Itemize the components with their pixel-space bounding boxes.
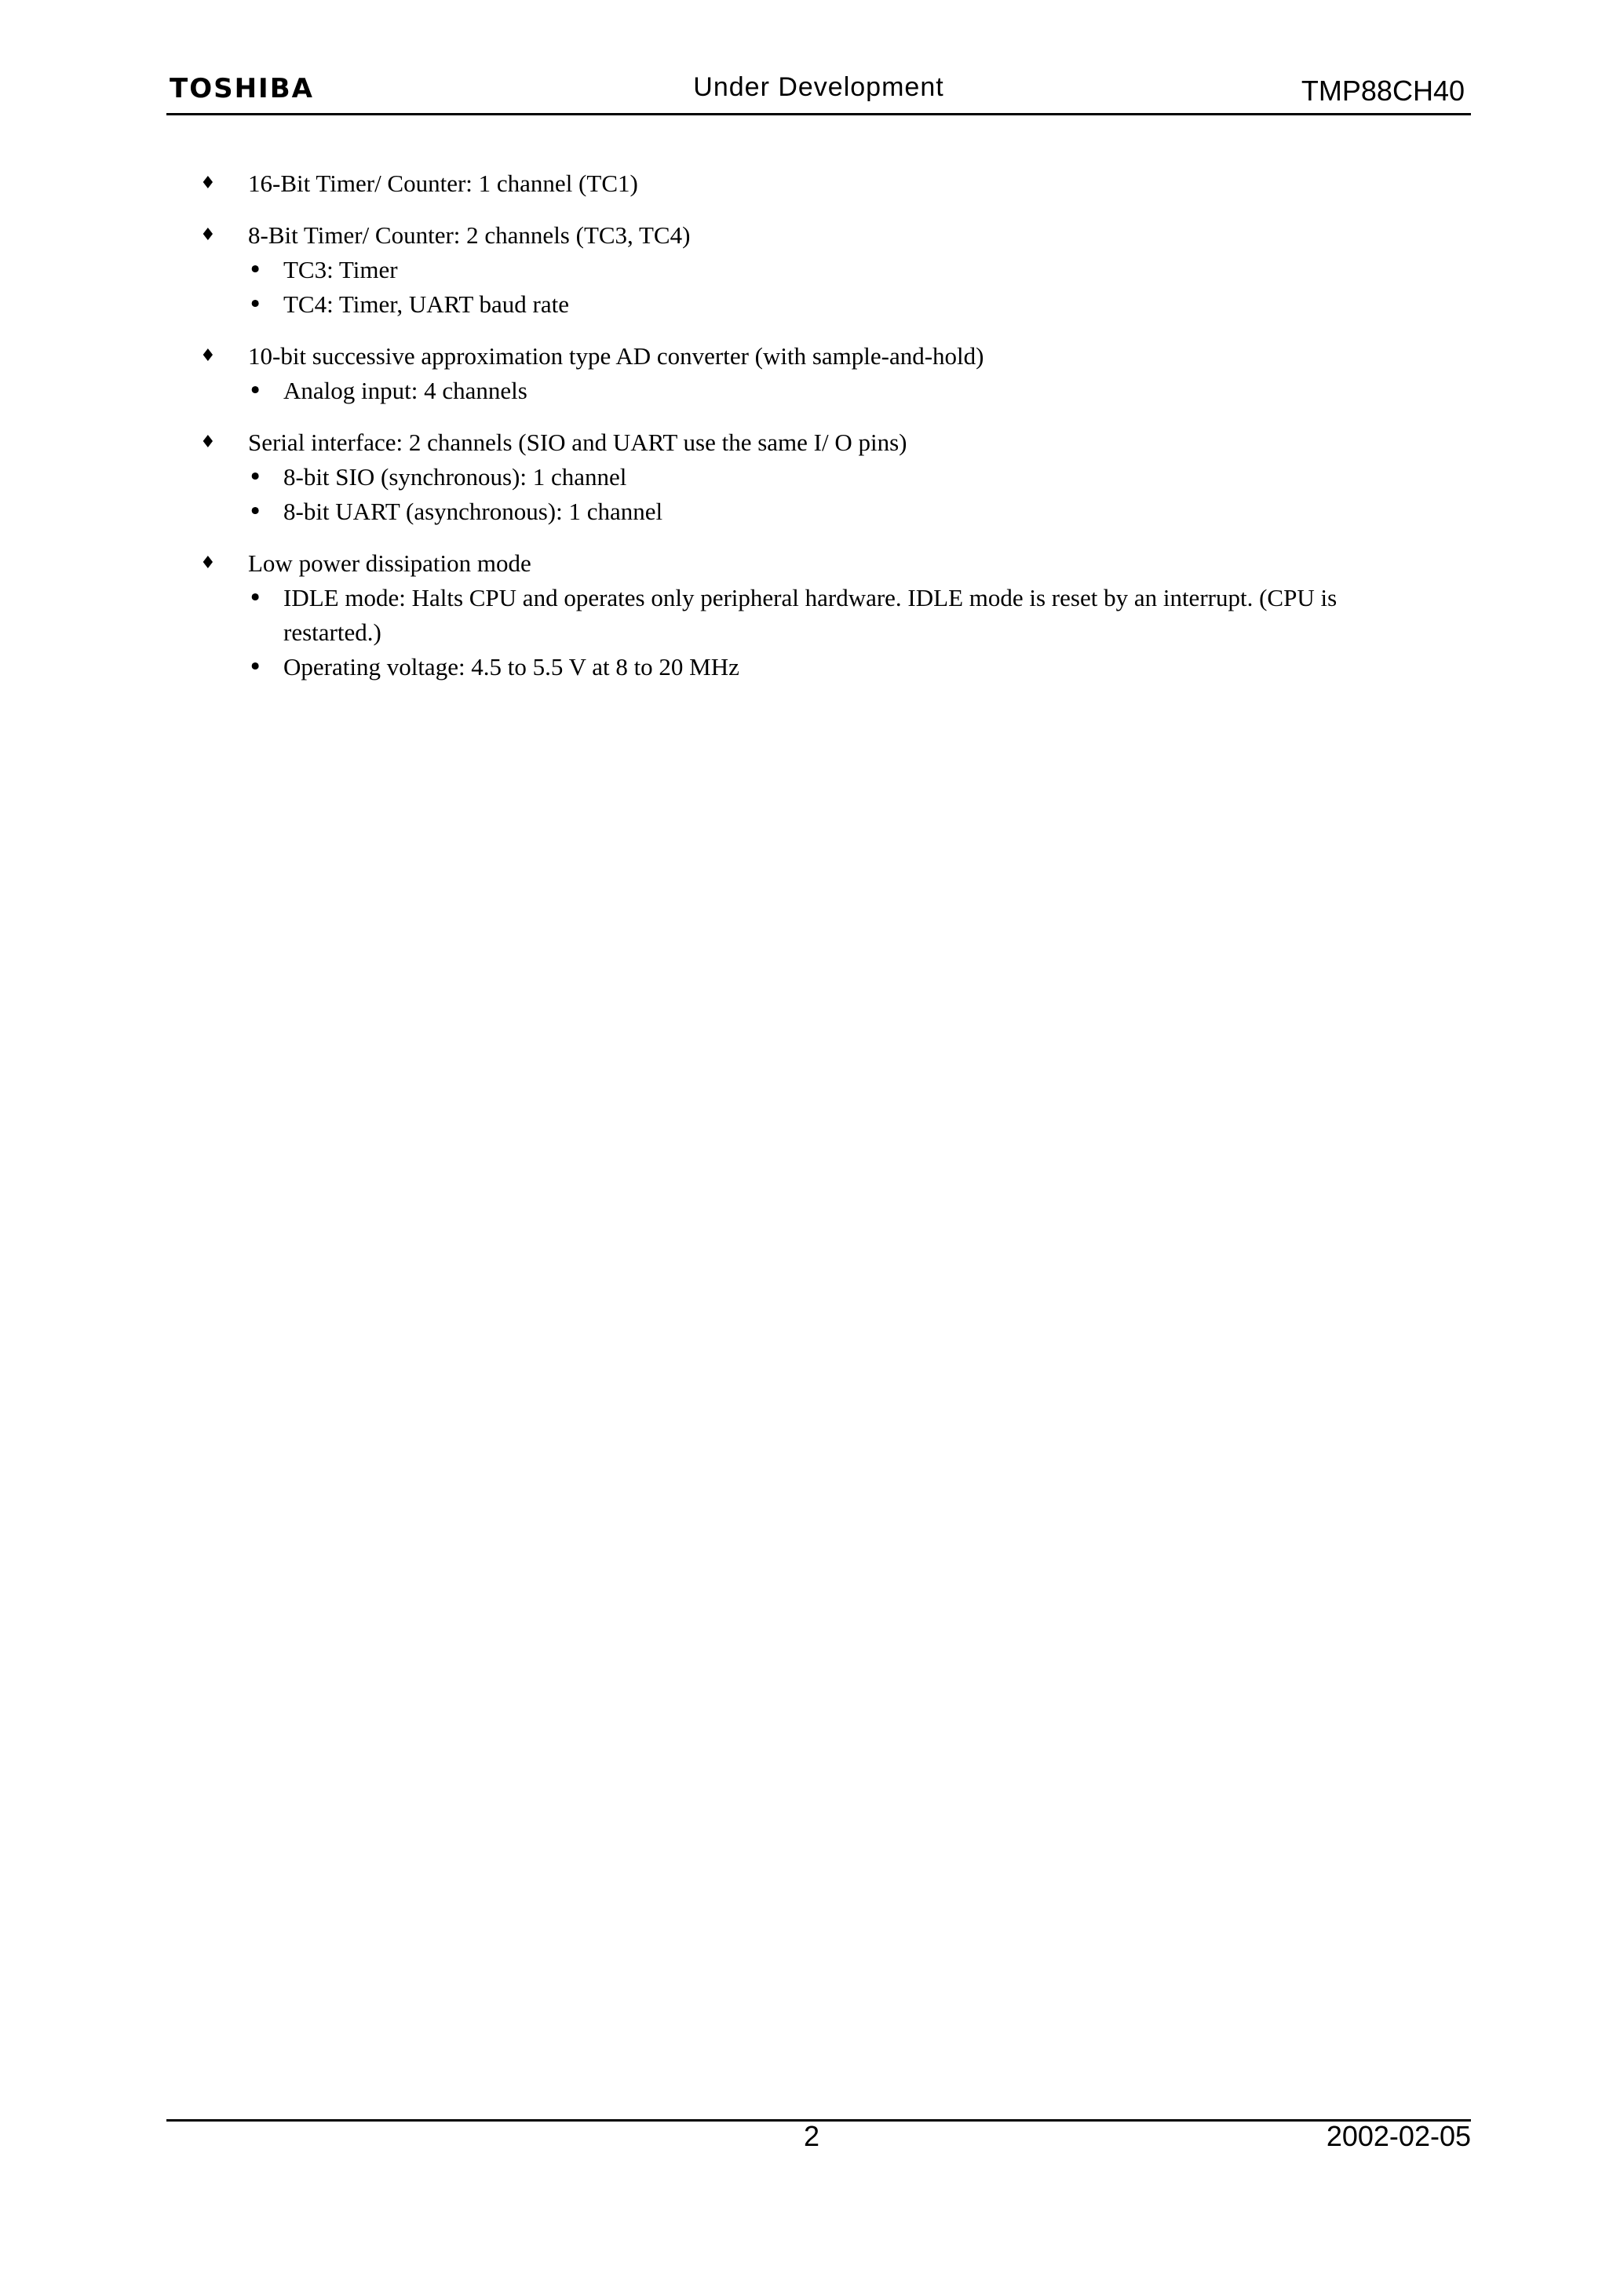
diamond-bullet-icon: ♦: [200, 173, 216, 193]
subitem-text: TC4: Timer, UART baud rate: [283, 290, 570, 318]
feature-item: [200, 218, 1425, 322]
feature-subitems: [248, 374, 1425, 408]
subitem-text: TC3: Timer: [283, 256, 398, 283]
dot-bullet-icon: •: [248, 584, 263, 612]
feature-text: 16-Bit Timer/ Counter: 1 channel (TC1): [248, 170, 638, 197]
feature-text: 10-bit successive approximation type AD converter (with sample-and-hold): [248, 342, 984, 370]
feature-subitems: [248, 253, 1425, 322]
feature-subitems: [248, 581, 1425, 684]
subitem-text: 8-bit UART (asynchronous): 1 channel: [283, 498, 663, 525]
subitem-text: Operating voltage: 4.5 to 5.5 V at 8 to 20 MHz: [283, 653, 739, 680]
dot-bullet-icon: •: [248, 377, 263, 405]
dot-bullet-icon: •: [248, 256, 263, 284]
feature-item: [200, 546, 1425, 684]
diamond-bullet-icon: ♦: [200, 432, 216, 452]
dot-bullet-icon: •: [248, 653, 263, 681]
feature-subitem: [248, 460, 1425, 494]
feature-subitem: [248, 650, 1425, 684]
header-rule: [166, 113, 1471, 115]
subitem-text: Analog input: 4 channels: [283, 377, 527, 404]
subitem-text: IDLE mode: Halts CPU and operates only peripheral hardware. IDLE mode is reset by an interrupt. (CPU is restarted.): [283, 584, 1338, 646]
diamond-bullet-icon: ♦: [200, 346, 216, 366]
feature-subitem: [248, 581, 1425, 650]
document-date: 2002-02-05: [1326, 2120, 1471, 2152]
feature-item: [200, 166, 1425, 201]
dot-bullet-icon: •: [248, 290, 263, 319]
feature-subitem: [248, 253, 1425, 287]
feature-subitem: [248, 374, 1425, 408]
feature-subitem: [248, 287, 1425, 322]
dot-bullet-icon: •: [248, 463, 263, 491]
feature-text: 8-Bit Timer/ Counter: 2 channels (TC3, TC4): [248, 221, 691, 249]
feature-item: [200, 425, 1425, 529]
feature-text: Low power dissipation mode: [248, 549, 531, 577]
part-number: TMP88CH40: [1301, 75, 1465, 107]
page-header: [166, 63, 1471, 115]
diamond-bullet-icon: ♦: [200, 225, 216, 245]
page-number: 2: [804, 2120, 820, 2152]
document-status: Under Development: [693, 72, 944, 102]
subitem-text: 8-bit SIO (synchronous): 1 channel: [283, 463, 627, 491]
feature-subitem: [248, 494, 1425, 529]
feature-subitems: [248, 460, 1425, 529]
feature-item: [200, 339, 1425, 408]
diamond-bullet-icon: ♦: [200, 553, 216, 573]
dot-bullet-icon: •: [248, 498, 263, 526]
feature-list: [200, 166, 1425, 702]
feature-text: Serial interface: 2 channels (SIO and UART use the same I/ O pins): [248, 429, 907, 456]
toshiba-logo: TOSHIBA: [170, 73, 314, 104]
